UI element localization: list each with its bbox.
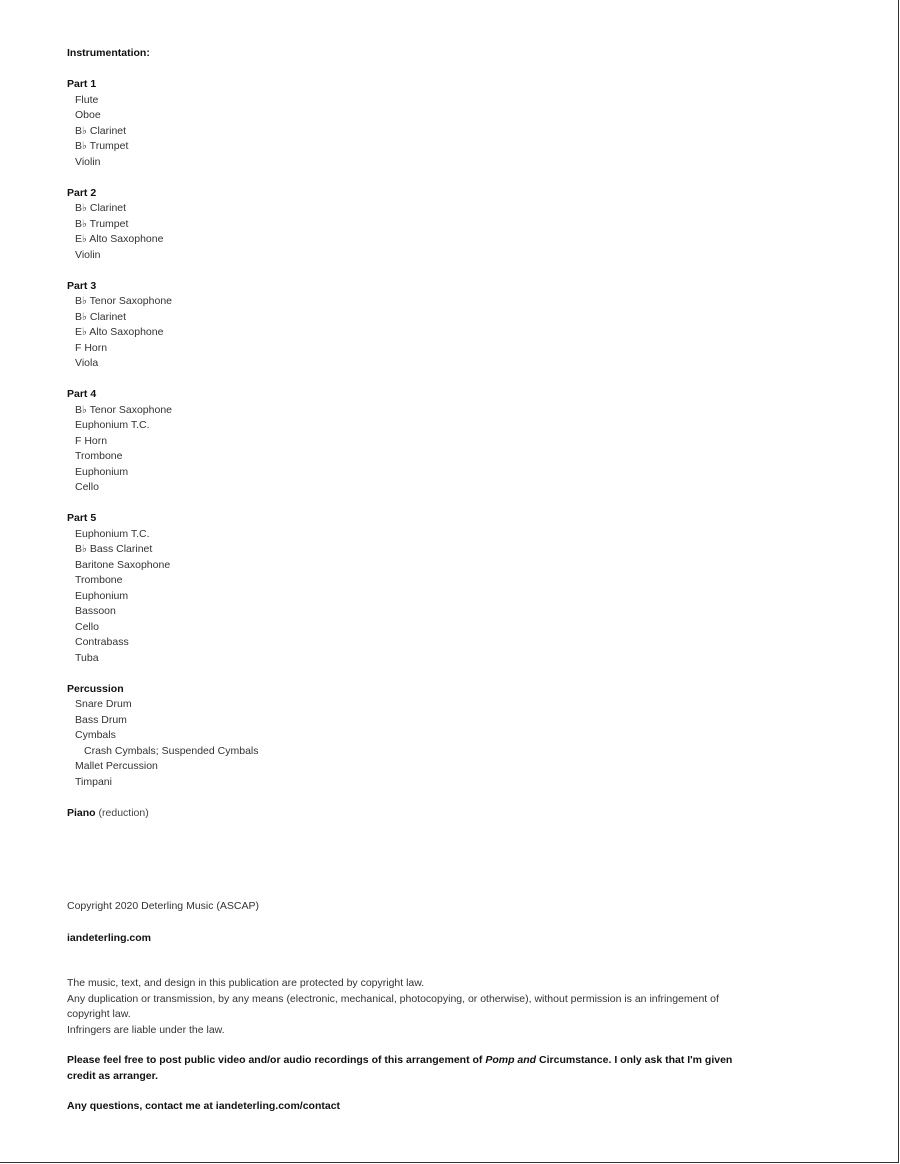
parts-list [67, 77, 787, 682]
legal-line: The music, text, and design in this publication are protected by copyright law. [67, 977, 425, 989]
instrument-item: Cello [75, 481, 99, 493]
instrument-item: B♭ Clarinet [75, 310, 127, 323]
instrument-item: Bassoon [75, 605, 116, 617]
instrument-item: B♭ Clarinet [75, 124, 127, 137]
instrument-item: B♭ Tenor Saxophone [75, 403, 172, 416]
instrument-item: Viola [75, 357, 99, 369]
instrument-item: Mallet Percussion [75, 760, 158, 772]
part-section [67, 387, 787, 511]
instrument-item: Euphonium [75, 589, 129, 602]
instrument-item: Flute [75, 93, 99, 106]
instrument-item: B♭ Trumpet [75, 140, 129, 152]
instrument-item: Euphonium [75, 465, 129, 478]
instrument-item: B♭ Clarinet [75, 202, 127, 214]
instrument-item: Violin [75, 248, 101, 261]
part-section [67, 511, 787, 682]
instrument-item: B♭ Bass Clarinet [75, 543, 153, 555]
piano-label: Piano [67, 806, 96, 819]
instrument-item: Trombone [75, 574, 123, 586]
instrument-item: Tuba [75, 651, 99, 664]
contact-line[interactable]: Any questions, contact me at iandeterling.com/contact [67, 1100, 341, 1112]
section-heading: Part 2 [67, 186, 97, 199]
instrument-item: B♭ Trumpet [75, 217, 129, 230]
section-heading: Part 3 [67, 279, 97, 292]
instrument-item: Euphonium T.C. [75, 419, 150, 431]
instrument-item: Bass Drum [75, 713, 127, 726]
section-heading-percussion: Percussion [67, 682, 124, 695]
instrument-item: Euphonium T.C. [75, 527, 150, 540]
page-title: Instrumentation: [67, 47, 150, 59]
percussion-section [67, 682, 787, 791]
part-section [67, 186, 787, 279]
instrument-item: Cello [75, 620, 99, 633]
cymbals-detail: Crash Cymbals; Suspended Cymbals [84, 744, 259, 757]
instrument-item: Violin [75, 155, 101, 168]
instrumentation-page [67, 46, 787, 1115]
instrument-item: Trombone [75, 450, 123, 462]
piano-line [67, 806, 787, 822]
section-heading: Part 4 [67, 388, 97, 400]
part-section [67, 279, 787, 388]
instrument-item: E♭ Alto Saxophone [75, 233, 164, 245]
part-section [67, 77, 787, 186]
instrument-item: E♭ Alto Saxophone [75, 326, 164, 338]
legal-line: Any duplication or transmission, by any means (electronic, mechanical, photocopying, or otherwise), without permission is an infringement of copyright law. [67, 992, 719, 1020]
instrument-item: F Horn [75, 341, 108, 354]
section-heading: Part 5 [67, 512, 97, 524]
instrument-item: Oboe [75, 109, 101, 121]
website-link[interactable]: iandeterling.com [67, 931, 152, 944]
work-title: Pomp and [485, 1054, 537, 1066]
instrument-item: F Horn [75, 434, 108, 447]
instrument-item: Timpani [75, 775, 112, 788]
copyright-line: Copyright 2020 Deterling Music (ASCAP) [67, 900, 259, 912]
legal-notice [67, 976, 787, 1038]
instrument-item: Baritone Saxophone [75, 558, 171, 571]
instrument-item: Snare Drum [75, 698, 132, 710]
permission-note: Please feel free to post public video and/or audio recordings of this arrangement of Pomp and Circumstance. I only ask that I'm given credit as arranger. [67, 1054, 733, 1082]
instrument-item: Cymbals [75, 729, 116, 741]
instrument-item: B♭ Tenor Saxophone [75, 295, 172, 307]
piano-note: (reduction) [98, 806, 149, 819]
section-heading: Part 1 [67, 78, 97, 90]
legal-line: Infringers are liable under the law. [67, 1023, 225, 1036]
instrument-item: Contrabass [75, 636, 129, 648]
